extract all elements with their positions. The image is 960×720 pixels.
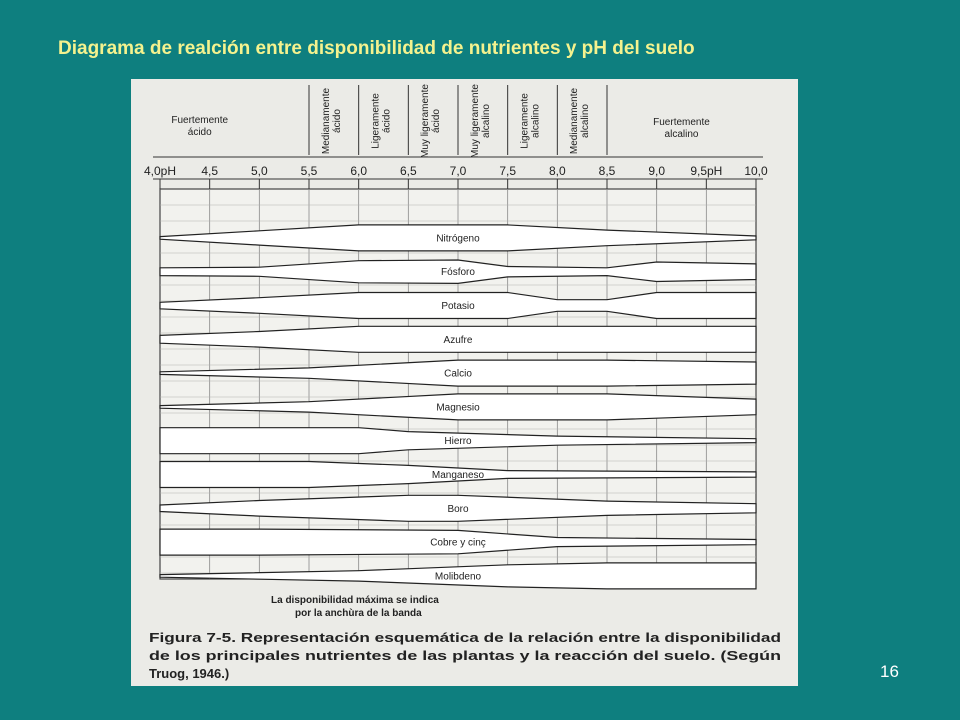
slide-number: 16: [880, 662, 899, 681]
category-label-4-0: Muy ligeramente: [469, 84, 481, 158]
nutrient-label-10: Molibdeno: [434, 571, 482, 583]
category-label-3-0: Muy ligeramente: [420, 84, 432, 158]
category-label-5-0: Ligeramente: [519, 93, 531, 149]
nutrient-label-5: Magnesio: [436, 402, 480, 414]
category-label-2-0: Ligeramente: [370, 93, 382, 149]
ph-tick-label-4: 6,0: [350, 164, 368, 178]
nutrient-label-8: Boro: [447, 503, 469, 515]
caption-line-1: Figura 7-5. Representación esquemática de la relación entre la disponibilidad: [149, 630, 782, 645]
category-label-3-1: ácido: [431, 109, 443, 133]
ph-tick-label-11: 9,5pH: [690, 164, 723, 178]
nutrient-label-9: Cobre y cinç: [430, 537, 486, 549]
nutrient-label-1: Fósforo: [441, 267, 475, 279]
nutrient-label-0: Nitrógeno: [436, 233, 480, 245]
ph-tick-label-6: 7,0: [449, 164, 467, 178]
caption-line-3: Truog, 1946.): [149, 666, 230, 681]
category-label-6-0: Medianamente: [569, 87, 581, 155]
note-line-2: por la anchùra de la banda: [295, 608, 422, 619]
category-label-0-0: Fuertemente: [171, 115, 229, 126]
ph-tick-label-5: 6,5: [399, 164, 417, 178]
nutrient-label-7: Manganeso: [431, 470, 485, 481]
ph-nutrient-diagram: [131, 79, 798, 686]
caption-line-2: de los principales nutrientes de las plantas y la reacción del suelo. (Según: [149, 648, 782, 663]
ph-tick-label-9: 8,5: [598, 164, 616, 178]
category-label-6-1: alcalino: [580, 104, 592, 138]
nutrient-label-2: Potasio: [441, 301, 475, 312]
nutrient-label-4: Calcio: [444, 368, 472, 380]
nutrient-label-3: Azufre: [443, 334, 473, 346]
slide-title: Diagrama de realción entre disponibilidad de nutrientes y pH del suelo: [58, 38, 695, 59]
category-label-2-1: ácido: [381, 109, 393, 133]
category-label-1-0: Medianamente: [320, 87, 332, 155]
note-line-1: La disponibilidad máxima se indica: [271, 595, 439, 606]
category-label-5-1: alcalino: [530, 104, 542, 138]
ph-tick-label-12: 10,0: [744, 164, 768, 178]
ph-tick-label-7: 7,5: [499, 164, 517, 178]
ph-tick-label-1: 4,5: [201, 164, 219, 178]
ph-tick-label-2: 5,0: [250, 164, 268, 178]
nutrient-label-6: Hierro: [444, 436, 472, 448]
category-label-7-1: alcalino: [664, 129, 699, 140]
category-label-4-1: alcalino: [480, 104, 492, 138]
category-label-0-1: ácido: [187, 127, 212, 138]
category-label-1-1: ácido: [331, 109, 343, 133]
ph-nutrient-figure: [131, 79, 798, 686]
ph-tick-label-0: 4,0pH: [143, 164, 177, 178]
ph-tick-label-3: 5,5: [300, 164, 318, 178]
ph-tick-label-8: 8,0: [548, 164, 566, 178]
ph-tick-label-10: 9,0: [648, 164, 666, 178]
category-label-7-0: Fuertemente: [653, 117, 710, 128]
